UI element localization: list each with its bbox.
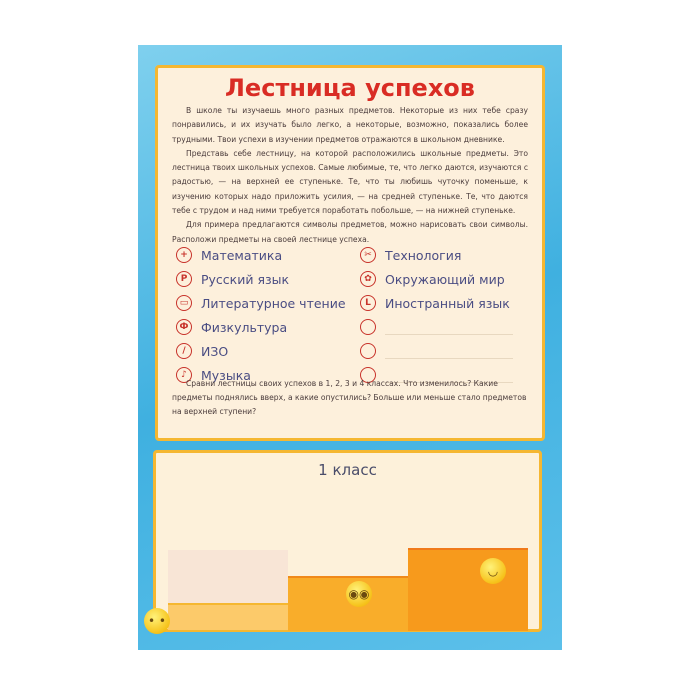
plus-icon: +: [176, 247, 192, 263]
surprised-face-icon: ◉◉: [346, 581, 372, 607]
workbook-page: [138, 45, 562, 650]
letter-p-icon: Р: [176, 271, 192, 287]
subject-technology: [360, 245, 461, 265]
subject-math: [176, 245, 282, 265]
subject-label: Физкультура: [201, 319, 288, 335]
subject-label: Музыка: [201, 367, 251, 383]
subject-russian: [176, 269, 289, 289]
page-title: Лестница успехов: [225, 74, 475, 102]
empty-circle-icon: [360, 343, 376, 359]
subject-world: [360, 269, 505, 289]
success-ladder-panel: [148, 450, 542, 632]
subject-art: [176, 341, 228, 361]
paragraph: Сравни лестницы своих успехов в 1, 2, 3 и 4 классах. Что изменилось? Какие предметы поднялись вверх, а какие опустились? Больше или меньше стало предметов на верхней ступени?: [172, 379, 527, 416]
subject-pe: [176, 317, 287, 337]
paragraph: Представь себе лестницу, на которой расположились школьные предметы. Это лестница твоих школьных успехов. Самые любимые, те, что легко даются, изучаются с радостью, — на верхней ее ступеньке. Те, что ты любишь чуточку поменьше, к изучению которых надо приложить усилия, — на средней ступеньке. Те, что даются тебе с трудом и над ними требуется поработать побольше, — на нижней ступеньке.: [172, 148, 528, 216]
subject-reading: [176, 293, 346, 313]
paragraph: В школе ты изучаешь много разных предметов. Некоторые из них тебе сразу понравились, и их изучать было легко, а некоторые, возможно, показались более трудными. Твои успехи в изучении предметов отражаются в школьном дневнике.: [172, 106, 528, 144]
brush-icon: /: [176, 343, 192, 359]
letter-f-icon: Ф: [176, 319, 192, 335]
subject-foreign-language: [360, 293, 510, 313]
subject-label: ИЗО: [201, 343, 229, 359]
subject-label: Окружающий мир: [385, 271, 505, 287]
intro-text: [172, 104, 528, 247]
subject-label: Русский язык: [201, 271, 290, 287]
blank-line[interactable]: [385, 320, 513, 335]
subject-label: Технология: [385, 247, 462, 263]
grade-label: 1 класс: [318, 461, 377, 479]
closing-text: [172, 377, 528, 419]
happy-face-icon: ◡: [480, 558, 506, 584]
neutral-face-icon: • •: [144, 608, 170, 634]
ladder-step-low: [168, 603, 288, 630]
scissors-icon: ✂: [360, 247, 376, 263]
ladder-step-high: [408, 548, 528, 631]
instructions-panel: [155, 65, 545, 441]
ladder-step-shadow: [168, 550, 288, 605]
book-icon: ▭: [176, 295, 192, 311]
blank-subject[interactable]: [360, 341, 513, 361]
flower-icon: ✿: [360, 271, 376, 287]
subject-label: Литературное чтение: [201, 295, 346, 311]
letter-l-icon: L: [360, 295, 376, 311]
paragraph: Для примера предлагаются символы предметов, можно нарисовать свои символы. Расположи предметы на своей лестнице успеха.: [172, 220, 528, 244]
subject-label: Математика: [201, 247, 283, 263]
blank-subject[interactable]: [360, 317, 513, 337]
ladder-step-middle: [288, 576, 408, 631]
blank-line[interactable]: [385, 344, 513, 359]
music-note-icon: ♪: [176, 367, 192, 383]
subject-label: Иностранный язык: [385, 295, 510, 311]
empty-circle-icon: [360, 319, 376, 335]
